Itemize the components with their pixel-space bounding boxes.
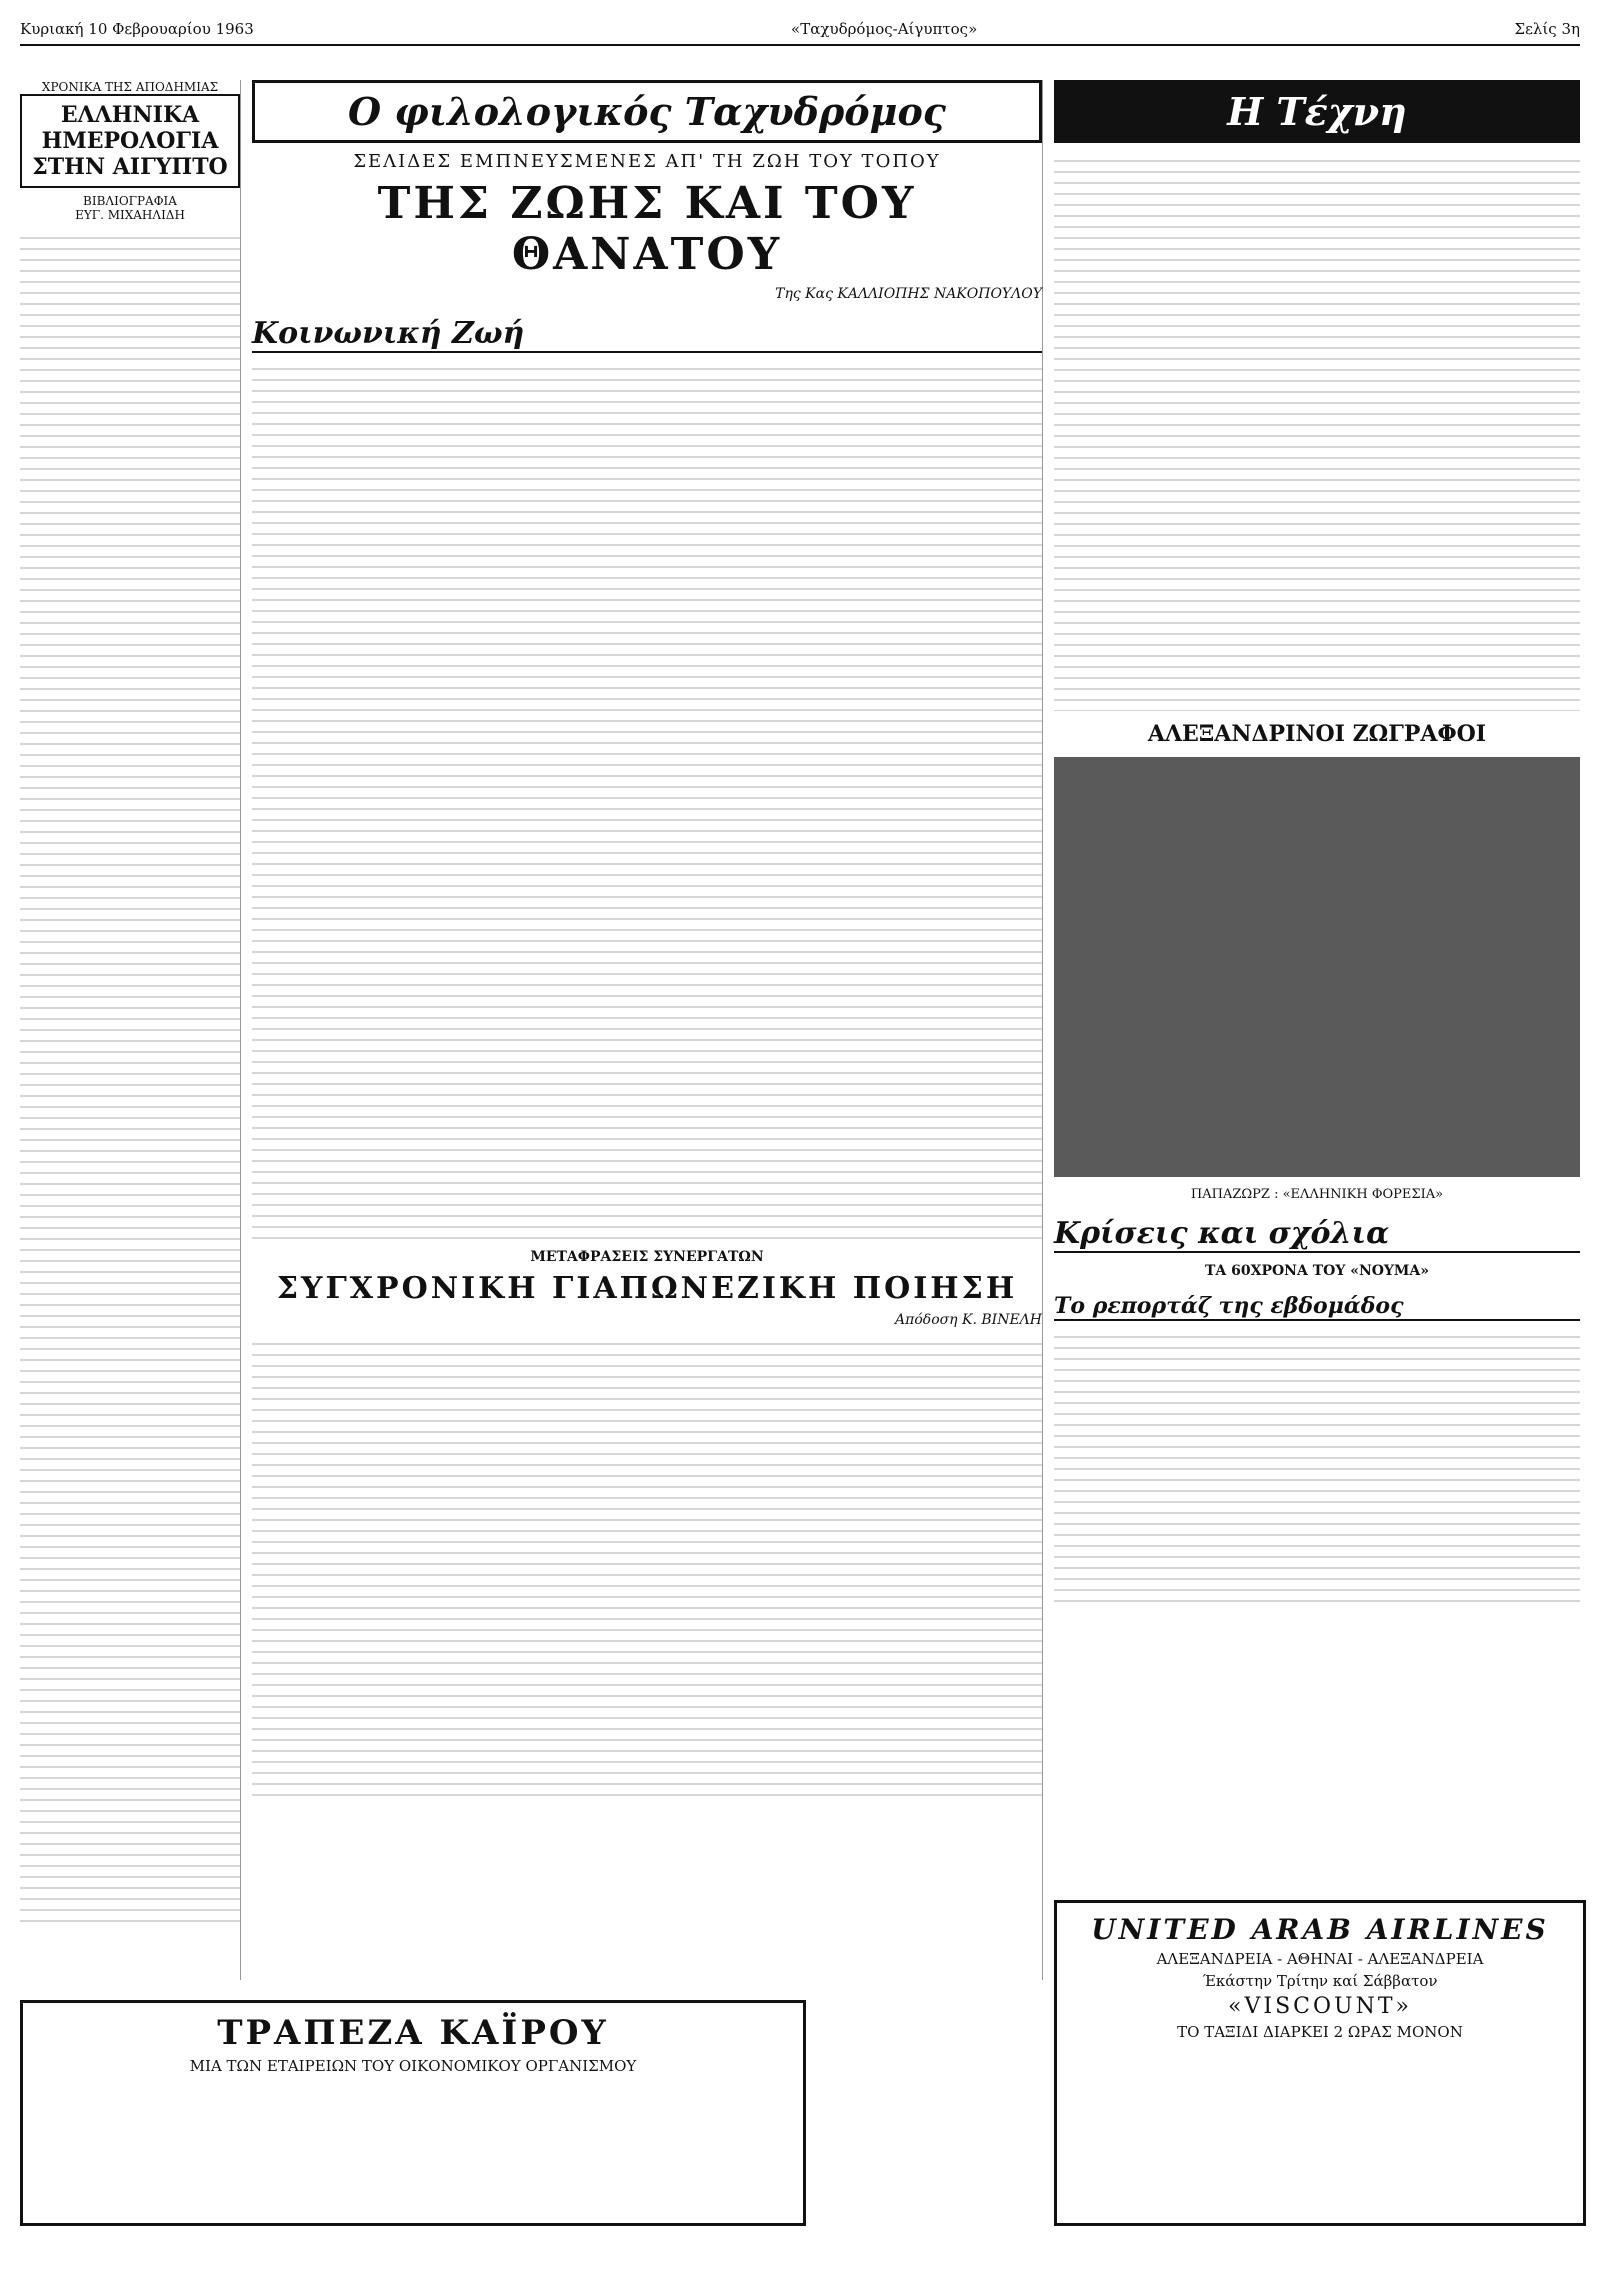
left-subtitle: ΒΙΒΛΙΟΓΡΑΦΙΑ: [83, 194, 177, 208]
criticism-heading: Κρίσεις και σχόλια: [1054, 1216, 1580, 1253]
left-article-body: [20, 228, 240, 1928]
left-column: [20, 80, 241, 1980]
left-kicker: ΧΡΟΝΙΚΑ ΤΗΣ ΑΠΟΔΗΜΙΑΣ: [41, 80, 219, 94]
left-author: ΕΥΓ. ΜΙΧΑΗΛΙΔΗ: [75, 208, 185, 222]
airline-name: UNITED ARAB AIRLINES: [1091, 1913, 1549, 1946]
translations-kicker: ΜΕΤΑΦΡΑΣΕΙΣ ΣΥΝΕΡΓΑΤΩΝ: [530, 1249, 764, 1265]
poetry-byline: Απόδοση Κ. ΒΙΝΕΛΗ: [895, 1312, 1042, 1328]
criticism-subheading: ΤΑ 60ΧΡΟΝΑ ΤΟΥ «ΝΟΥΜΑ»: [1204, 1263, 1430, 1279]
criticism-body: [1054, 1327, 1580, 1607]
airline-aircraft: «VISCOUNT»: [1228, 1994, 1412, 2019]
photo-section-title: ΑΛΕΞΑΝΔΡΙΝΟΙ ΖΩΓΡΑΦΟΙ: [1147, 721, 1487, 747]
airline-duration: ΤΟ ΤΑΞΙΔΙ ΔΙΑΡΚΕΙ 2 ΩΡΑΣ ΜΟΝΟΝ: [1177, 2023, 1463, 2041]
main-byline: Της Κας ΚΑΛΛΙΟΠΗΣ ΝΑΚΟΠΟΥΛΟΥ: [775, 286, 1042, 302]
main-headline: ΤΗΣ ΖΩΗΣ ΚΑΙ ΤΟΥ ΘΑΝΑΤΟΥ: [377, 178, 917, 280]
poetry-body: [252, 1334, 1042, 1804]
section-tagline: ΣΕΛΙΔΕΣ ΕΜΠΝΕΥΣΜΕΝΕΣ ΑΠ' ΤΗ ΖΩΗ ΤΟΥ ΤΟΠΟΥ: [353, 151, 941, 172]
bank-name: ΤΡΑΠΕΖΑ ΚΑΪΡΟΥ: [217, 2013, 609, 2053]
art-banner: Η Τέχνη: [1054, 80, 1580, 143]
main-article-body: [252, 359, 1042, 1239]
painting-photo: [1054, 757, 1580, 1177]
poetry-headline: ΣΥΓΧΡΟΝΙΚΗ ΓΙΑΠΩΝΕΖΙΚΗ ΠΟΙΗΣΗ: [276, 1271, 1018, 1306]
airline-schedule: Έκάστην Τρίτην καί Σάββατον: [1202, 1972, 1438, 1990]
social-heading: Κοινωνική Ζωή: [252, 316, 1042, 353]
bank-line: ΜΙΑ ΤΩΝ ΕΤΑΙΡΕΙΩΝ ΤΟΥ ΟΙΚΟΝΟΜΙΚΟΥ ΟΡΓΑΝΙΣΜΟΥ: [189, 2057, 637, 2075]
airline-advertisement: [1054, 1900, 1586, 2226]
newspaper-page: [20, 20, 1580, 2232]
report-heading: Το ρεπορτάζ της εβδομάδος: [1054, 1293, 1580, 1321]
photo-caption: ΠΑΠΑΖΩΡΖ : «ΕΛΛΗΝΙΚΗ ΦΟΡΕΣΙΑ»: [1190, 1187, 1444, 1202]
art-article-body: [1054, 151, 1580, 711]
section-banner: Ο φιλολογικός Ταχυδρόμος: [252, 80, 1042, 143]
right-column: [1054, 80, 1580, 1980]
masthead: [20, 20, 1580, 46]
issue-date: Κυριακή 10 Φεβρουαρίου 1963: [20, 20, 254, 38]
center-column: [252, 80, 1043, 1980]
page-number: Σελίς 3η: [1514, 20, 1580, 38]
airline-route: ΑΛΕΞΑΝΔΡΕΙΑ - ΑΘΗΝΑΙ - ΑΛΕΞΑΝΔΡΕΙΑ: [1156, 1950, 1484, 1968]
bank-advertisement: [20, 2000, 806, 2226]
left-title: ΕΛΛΗΝΙΚΑ ΗΜΕΡΟΛΟΓΙΑ ΣΤΗΝ ΑΙΓΥΠΤΟ: [20, 94, 240, 188]
paper-name: «Ταχυδρόμος-Αίγυπτος»: [791, 20, 978, 38]
